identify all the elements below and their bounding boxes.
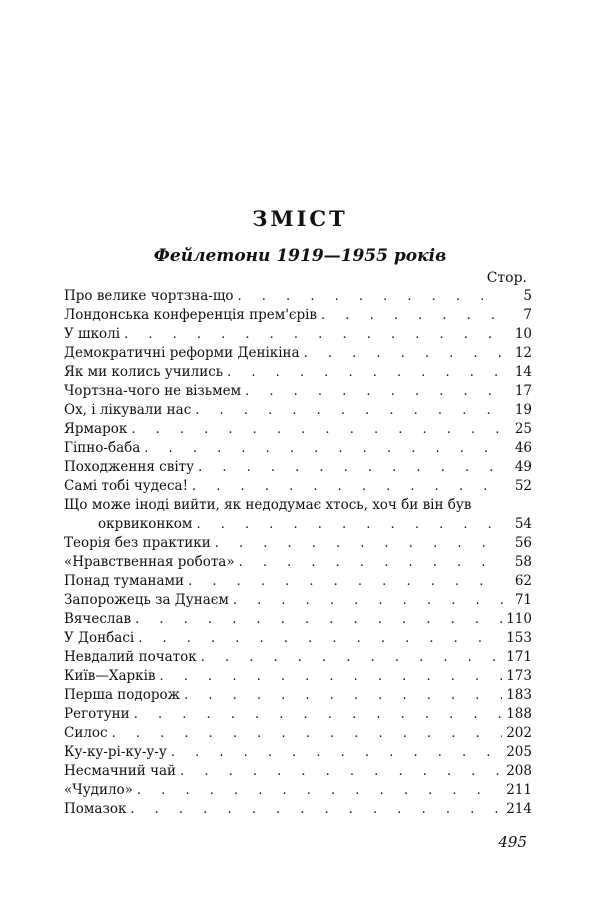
entry-page: 10 — [514, 326, 532, 342]
entry-title: Чортзна-чого не візьмем — [64, 383, 242, 399]
entry-page: 56 — [514, 535, 532, 551]
dot-leader — [304, 344, 504, 363]
toc-entry — [64, 667, 532, 686]
dot-leader — [171, 743, 502, 762]
entry-page: 17 — [514, 383, 532, 399]
entry-page: 214 — [506, 801, 532, 817]
toc-entry — [64, 287, 532, 306]
entry-page: 5 — [523, 288, 532, 304]
toc-entry — [64, 743, 532, 762]
dot-leader — [184, 686, 502, 705]
toc-entry — [64, 591, 532, 610]
dot-leader — [124, 325, 504, 344]
toc-entry — [64, 686, 532, 705]
entry-page: 25 — [514, 421, 532, 437]
entry-title: Перша подорож — [64, 687, 181, 703]
dot-leader — [131, 420, 504, 439]
entry-page: 208 — [506, 763, 532, 779]
entry-title: Самі тобі чудеса! — [64, 478, 189, 494]
entry-title-line1: Що може іноді вийти, як недодумає хтось, хоч би він був — [64, 497, 472, 513]
section-title: Фейлетони 1919—1955 років — [153, 246, 447, 266]
entry-page: 14 — [514, 364, 532, 380]
entry-page: 110 — [506, 611, 532, 627]
dot-leader — [192, 477, 504, 496]
entry-page: 19 — [514, 402, 532, 418]
dot-leader — [321, 306, 504, 325]
dot-leader — [137, 781, 502, 800]
entry-page: 183 — [506, 687, 532, 703]
entry-title: Вячеслав — [64, 611, 132, 627]
toc-entry — [64, 477, 532, 496]
entry-page: 46 — [514, 440, 532, 456]
toc-entry — [64, 648, 532, 667]
entry-title: «Нравственная робота» — [64, 554, 235, 570]
entry-title: Лондонська конференція прем'єрів — [64, 307, 318, 323]
page-title: ЗМІСТ — [252, 206, 348, 231]
dot-leader — [227, 363, 504, 382]
entry-page: 52 — [514, 478, 532, 494]
dot-leader — [215, 534, 504, 553]
toc-entry — [64, 363, 532, 382]
entry-title: Ярмарок — [64, 421, 128, 437]
dot-leader — [134, 705, 503, 724]
entry-page: 62 — [514, 573, 532, 589]
entry-title: Понад туманами — [64, 573, 185, 589]
entry-title: Помазок — [64, 801, 127, 817]
toc-entry — [64, 401, 532, 420]
table-of-contents — [64, 287, 532, 819]
entry-title-line2: окрвиконком — [98, 516, 193, 532]
entry-page: 205 — [506, 744, 532, 760]
toc-entry — [64, 572, 532, 591]
toc-entry — [64, 420, 532, 439]
entry-title: Реготуни — [64, 706, 130, 722]
dot-leader — [138, 629, 502, 648]
toc-entry — [64, 705, 532, 724]
entry-page: 49 — [514, 459, 532, 475]
page-column-label: Стор. — [486, 270, 527, 286]
entry-title: Походження світу — [64, 459, 195, 475]
entry-page: 171 — [506, 649, 532, 665]
toc-entry — [64, 629, 532, 648]
entry-title: Теорія без практики — [64, 535, 211, 551]
entry-title: Несмачний чай — [64, 763, 177, 779]
dot-leader — [160, 667, 503, 686]
entry-title: Силос — [64, 725, 108, 741]
entry-page: 7 — [523, 307, 532, 323]
dot-leader — [144, 439, 504, 458]
entry-title: Гіпно-баба — [64, 440, 141, 456]
entry-title: У Донбасі — [64, 630, 135, 646]
dot-leader — [201, 648, 502, 667]
dot-leader — [196, 515, 504, 534]
toc-entry — [64, 382, 532, 401]
dot-leader — [112, 724, 503, 743]
toc-entry — [64, 800, 532, 819]
dot-leader — [188, 572, 504, 591]
entry-title: Як ми колись учились — [64, 364, 224, 380]
toc-entry — [64, 534, 532, 553]
toc-entry — [64, 610, 532, 629]
dot-leader — [180, 762, 502, 781]
entry-title: «Чудило» — [64, 782, 133, 798]
entry-page: 153 — [506, 630, 532, 646]
entry-page: 54 — [514, 516, 532, 532]
dot-leader — [238, 287, 504, 306]
entry-title: Невдалий початок — [64, 649, 197, 665]
toc-entry — [64, 306, 532, 325]
entry-title: Київ—Харків — [64, 668, 156, 684]
toc-entry — [64, 762, 532, 781]
toc-entry — [64, 781, 532, 800]
entry-title: Ку-ку-рі-ку-у-у — [64, 744, 167, 760]
entry-page: 71 — [514, 592, 532, 608]
toc-entry — [64, 325, 532, 344]
toc-entry — [64, 344, 532, 363]
entry-page: 202 — [506, 725, 532, 741]
entry-title: У школі — [64, 326, 121, 342]
dot-leader — [195, 401, 504, 420]
dot-leader — [135, 610, 502, 629]
dot-leader — [198, 458, 504, 477]
dot-leader — [130, 800, 502, 819]
entry-title: Запорожець за Дунаєм — [64, 592, 229, 608]
entry-page: 173 — [506, 668, 532, 684]
toc-entry-multiline — [64, 496, 532, 534]
toc-entry — [64, 439, 532, 458]
page-number: 495 — [498, 833, 527, 851]
entry-title: Про велике чортзна-що — [64, 288, 234, 304]
dot-leader — [233, 591, 504, 610]
entry-title: Ох, і лікували нас — [64, 402, 192, 418]
toc-entry — [64, 553, 532, 572]
entry-page: 12 — [514, 345, 532, 361]
entry-title: Демократичні реформи Денікіна — [64, 345, 300, 361]
toc-entry — [64, 458, 532, 477]
dot-leader — [245, 382, 504, 401]
entry-page: 188 — [506, 706, 532, 722]
entry-page: 58 — [514, 554, 532, 570]
dot-leader — [239, 553, 504, 572]
entry-page: 211 — [506, 782, 532, 798]
toc-entry — [64, 724, 532, 743]
